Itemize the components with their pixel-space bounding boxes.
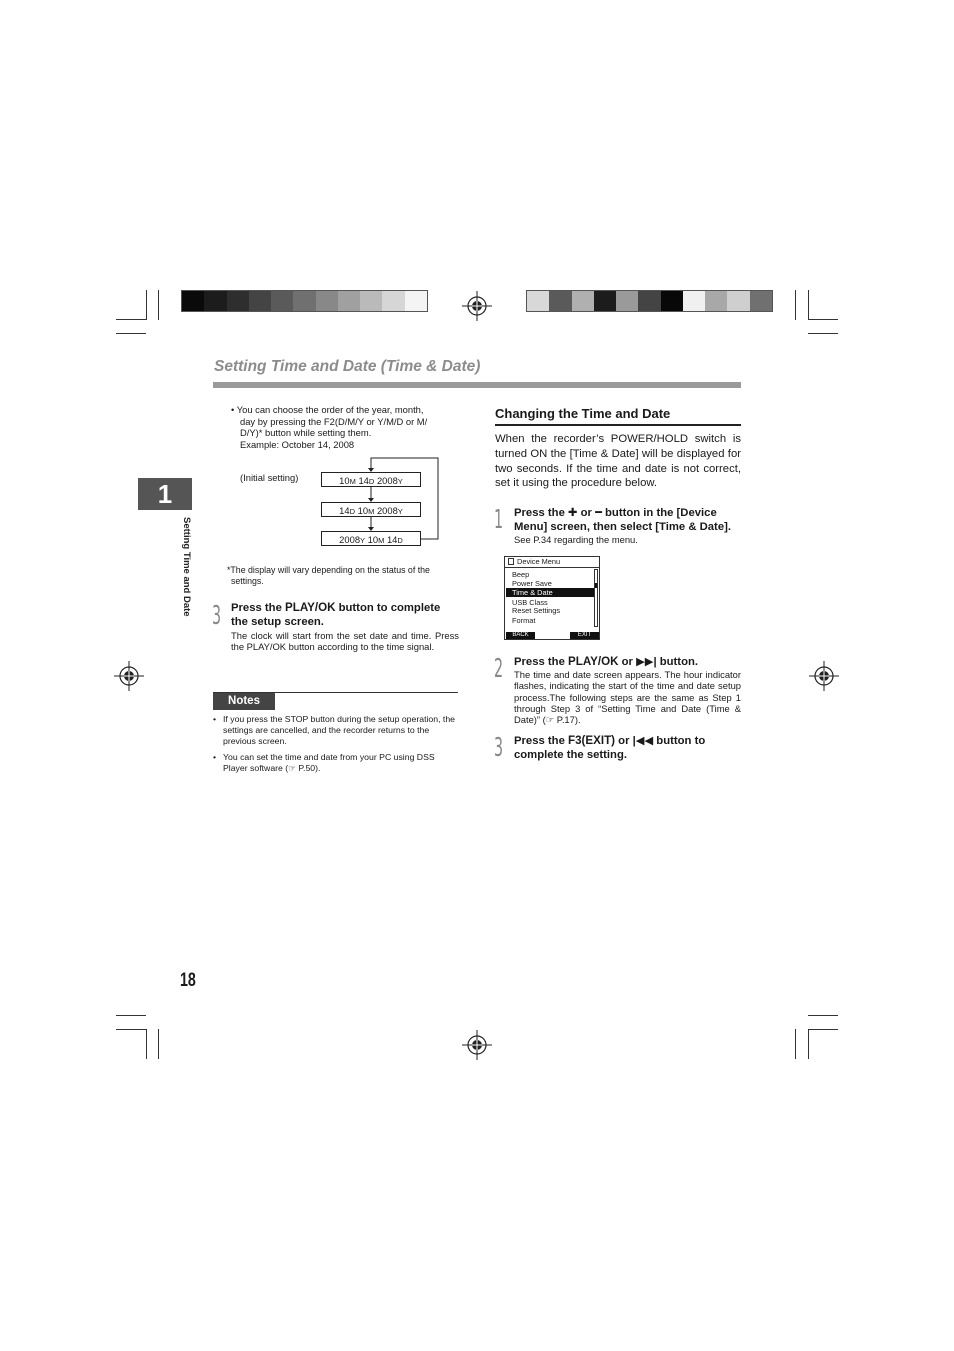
fast-forward-icon: ▶▶| (636, 656, 657, 668)
step-2-title: Press the PLAY/OK or ▶▶| button. (514, 655, 699, 668)
section-title: Setting Time and Date (Time & Date) (214, 358, 481, 375)
back-softkey[interactable]: BACK (506, 632, 535, 639)
section-title-bar (213, 382, 741, 388)
intro-paragraph: When the recorder’s POWER/HOLD switch is turned ON the [Time & Date] will be displayed for two seconds. If the time and date is not correct, set it using the procedure below. (495, 433, 741, 490)
bullet-line-2: day by pressing the F2(D/M/Y or Y/M/D or M/ (240, 415, 428, 427)
step-2-number: 2 (494, 654, 504, 684)
device-menu-screen (504, 556, 600, 640)
minus-icon: ━ (595, 507, 602, 519)
registration-mark-bottom (462, 1030, 492, 1060)
side-chapter-label: Setting Time and Date (181, 517, 192, 617)
step-1-note: See P.34 regarding the menu. (514, 534, 638, 545)
plus-icon: ✚ (568, 507, 578, 519)
note-item: • If you press the STOP button during the setup operation, the settings are cancelled, and the recorder returns to the previous screen. (213, 714, 460, 747)
step-2-body: The time and date screen appears. The hour indicator flashes, indicating the start of the time and date setup process.The following steps are the same as Step 1 through Step 3 of “Setting Time and Date (Time & Date)” (☞ P.17). (514, 669, 741, 726)
color-bar-right (526, 290, 773, 312)
bullet-line-1: You can choose the order of the year, month, (236, 404, 424, 415)
menu-item-format[interactable]: Format (512, 616, 536, 625)
color-bar-left (181, 290, 428, 312)
format-box-dmy: 14D 10M 2008Y (321, 502, 421, 517)
device-menu-title: Device Menu (517, 557, 561, 566)
bullet-example: Example: October 14, 2008 (240, 438, 355, 450)
format-box-mdy: 10M 14D 2008Y (321, 472, 421, 487)
left-step-3-number: 3 (212, 601, 222, 631)
page-number: 18 (180, 970, 196, 991)
initial-setting-label: (Initial setting) (240, 472, 299, 483)
left-step-3-body: The clock will start from the set date and time. Press the PLAY/OK button according to the time signal. (231, 630, 459, 653)
left-step-3-title: Press the PLAY/OK button to complete the setup screen. (231, 601, 441, 628)
order-bullet (231, 404, 459, 450)
bullet-line-3: D/Y)* button while setting them. (240, 427, 372, 439)
menu-item-beep[interactable]: Beep (512, 570, 530, 579)
registration-mark-top (462, 291, 492, 321)
step-1-number: 1 (494, 505, 504, 535)
cycle-arrows (360, 455, 442, 551)
notes-list (213, 714, 460, 779)
format-box-ymd: 2008Y 10M 14D (321, 531, 421, 546)
menu-item-usb-class[interactable]: USB Class (512, 598, 548, 607)
bullet-marker: • (231, 404, 235, 415)
step-1-title: Press the ✚ or ━ button in the [Device Menu] screen, then select [Time & Date]. (514, 507, 732, 533)
step-3-title: Press the F3(EXIT) or |◀◀ button to complete the setting. (514, 734, 706, 761)
subsection-rule (495, 424, 741, 426)
menu-scrollbar[interactable] (594, 569, 598, 627)
note-item: • You can set the time and date from your PC using DSS Player software (☞ P.50). (213, 752, 460, 774)
menu-folder-icon (508, 558, 514, 565)
notes-header: Notes (213, 693, 275, 710)
rewind-icon: |◀◀ (632, 735, 654, 747)
registration-mark-right (809, 661, 839, 691)
display-footnote: *The display will vary depending on the status of the settings. (227, 565, 430, 587)
step-3-number: 3 (494, 733, 504, 763)
exit-softkey[interactable]: EXIT (570, 632, 599, 639)
chapter-tab: 1 (138, 478, 192, 510)
registration-mark-left (114, 661, 144, 691)
subsection-heading: Changing the Time and Date (495, 406, 671, 421)
menu-item-power-save[interactable]: Power Save (512, 579, 552, 588)
menu-item-reset-settings[interactable]: Reset Settings (512, 606, 561, 615)
menu-item-time-date[interactable]: Time & Date (506, 588, 594, 597)
